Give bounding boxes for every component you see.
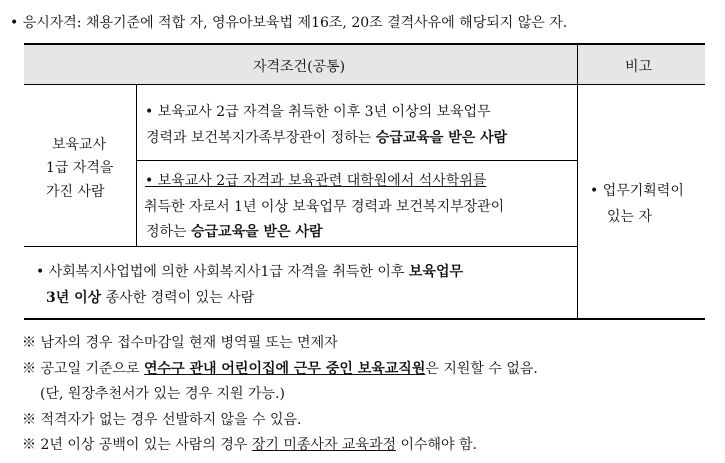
- header-bottom-border: [24, 84, 705, 85]
- cond2-line3: [146, 221, 323, 241]
- cond-divider-1: [136, 160, 577, 161]
- cond1-line1: • 보육교사 2급 자격을 취득한 이후 3년 이상의 보육업무: [145, 104, 491, 120]
- note-line2: 있는 자: [607, 209, 653, 225]
- footnote-no-selection: ※ 적격자가 없는 경우 선발하지 않을 수 있음.: [22, 412, 302, 428]
- cond2-line3-bold: 승급교육을 받은 사람: [191, 224, 323, 240]
- table-header-background: [24, 44, 705, 84]
- header-note: 비고: [625, 59, 653, 75]
- cond1-line2: [146, 127, 507, 147]
- cond3-line1-bold: 보육업무: [408, 264, 464, 280]
- note-column-divider: [577, 44, 578, 319]
- row-label-line3: 가진 사람: [46, 184, 105, 200]
- row-label-line1: 보육교사: [52, 137, 107, 153]
- footnote-military: ※ 남자의 경우 접수마감일 현재 병역필 또는 면제자: [22, 335, 338, 351]
- cond3-line2-text: 종사한 경력이 있는 사람: [101, 290, 255, 306]
- eligibility-intro: • 응시자격: 채용기준에 적합 자, 영유아보육법 제16조, 20조 결격사유에 해당되지 않은 자.: [10, 15, 568, 31]
- header-condition: 자격조건(공통): [253, 59, 346, 75]
- cond2-line3-text: 정하는: [146, 224, 192, 240]
- table-bottom-border: [24, 318, 705, 320]
- footnote-training-underline: 장기 미종사자 교육과정: [251, 437, 397, 453]
- footnote-training: [22, 434, 477, 454]
- footnote-current-staff-text1: ※ 공고일 기준으로: [22, 361, 145, 377]
- footnote-current-staff: [22, 358, 538, 378]
- cond2-line1: • 보육교사 2급 자격과 보육관련 대학원에서 석사학위를: [145, 173, 487, 189]
- cond3-line2-bold: 3년 이상: [46, 290, 102, 306]
- cond3-line2: [46, 287, 254, 307]
- cond2-line2: 취득한 자로서 1년 이상 보육업무 경력과 보건복지부장관이: [144, 199, 505, 215]
- footnote-current-staff-underline: 연수구 관내 어린이집에 근무 중인 보육교직원: [144, 361, 426, 377]
- cond1-line2-text: 경력과 보건복지가족부장관이 정하는: [146, 130, 376, 146]
- footnote-training-text1: ※ 2년 이상 공백이 있는 사람의 경우: [22, 437, 252, 453]
- note-line1: • 업무기획력이: [590, 183, 684, 199]
- label-column-divider: [136, 85, 137, 246]
- cond3-line1-text: • 사회복지사업법에 의한 사회복지사1급 자격을 취득한 이후: [36, 264, 409, 280]
- row-label-line2: 1급 자격을: [46, 160, 114, 176]
- cond-divider-2: [24, 246, 577, 247]
- footnote-training-text2: 이수해야 함.: [396, 437, 477, 453]
- footnote-current-staff-text2: 은 지원할 수 없음.: [425, 361, 538, 377]
- table-top-border: [24, 43, 705, 45]
- cond1-line2-bold: 승급교육을 받은 사람: [375, 130, 508, 146]
- footnote-exception: (단, 원장추천서가 있는 경우 지원 가능.): [40, 386, 285, 402]
- cond3-line1: [36, 261, 463, 281]
